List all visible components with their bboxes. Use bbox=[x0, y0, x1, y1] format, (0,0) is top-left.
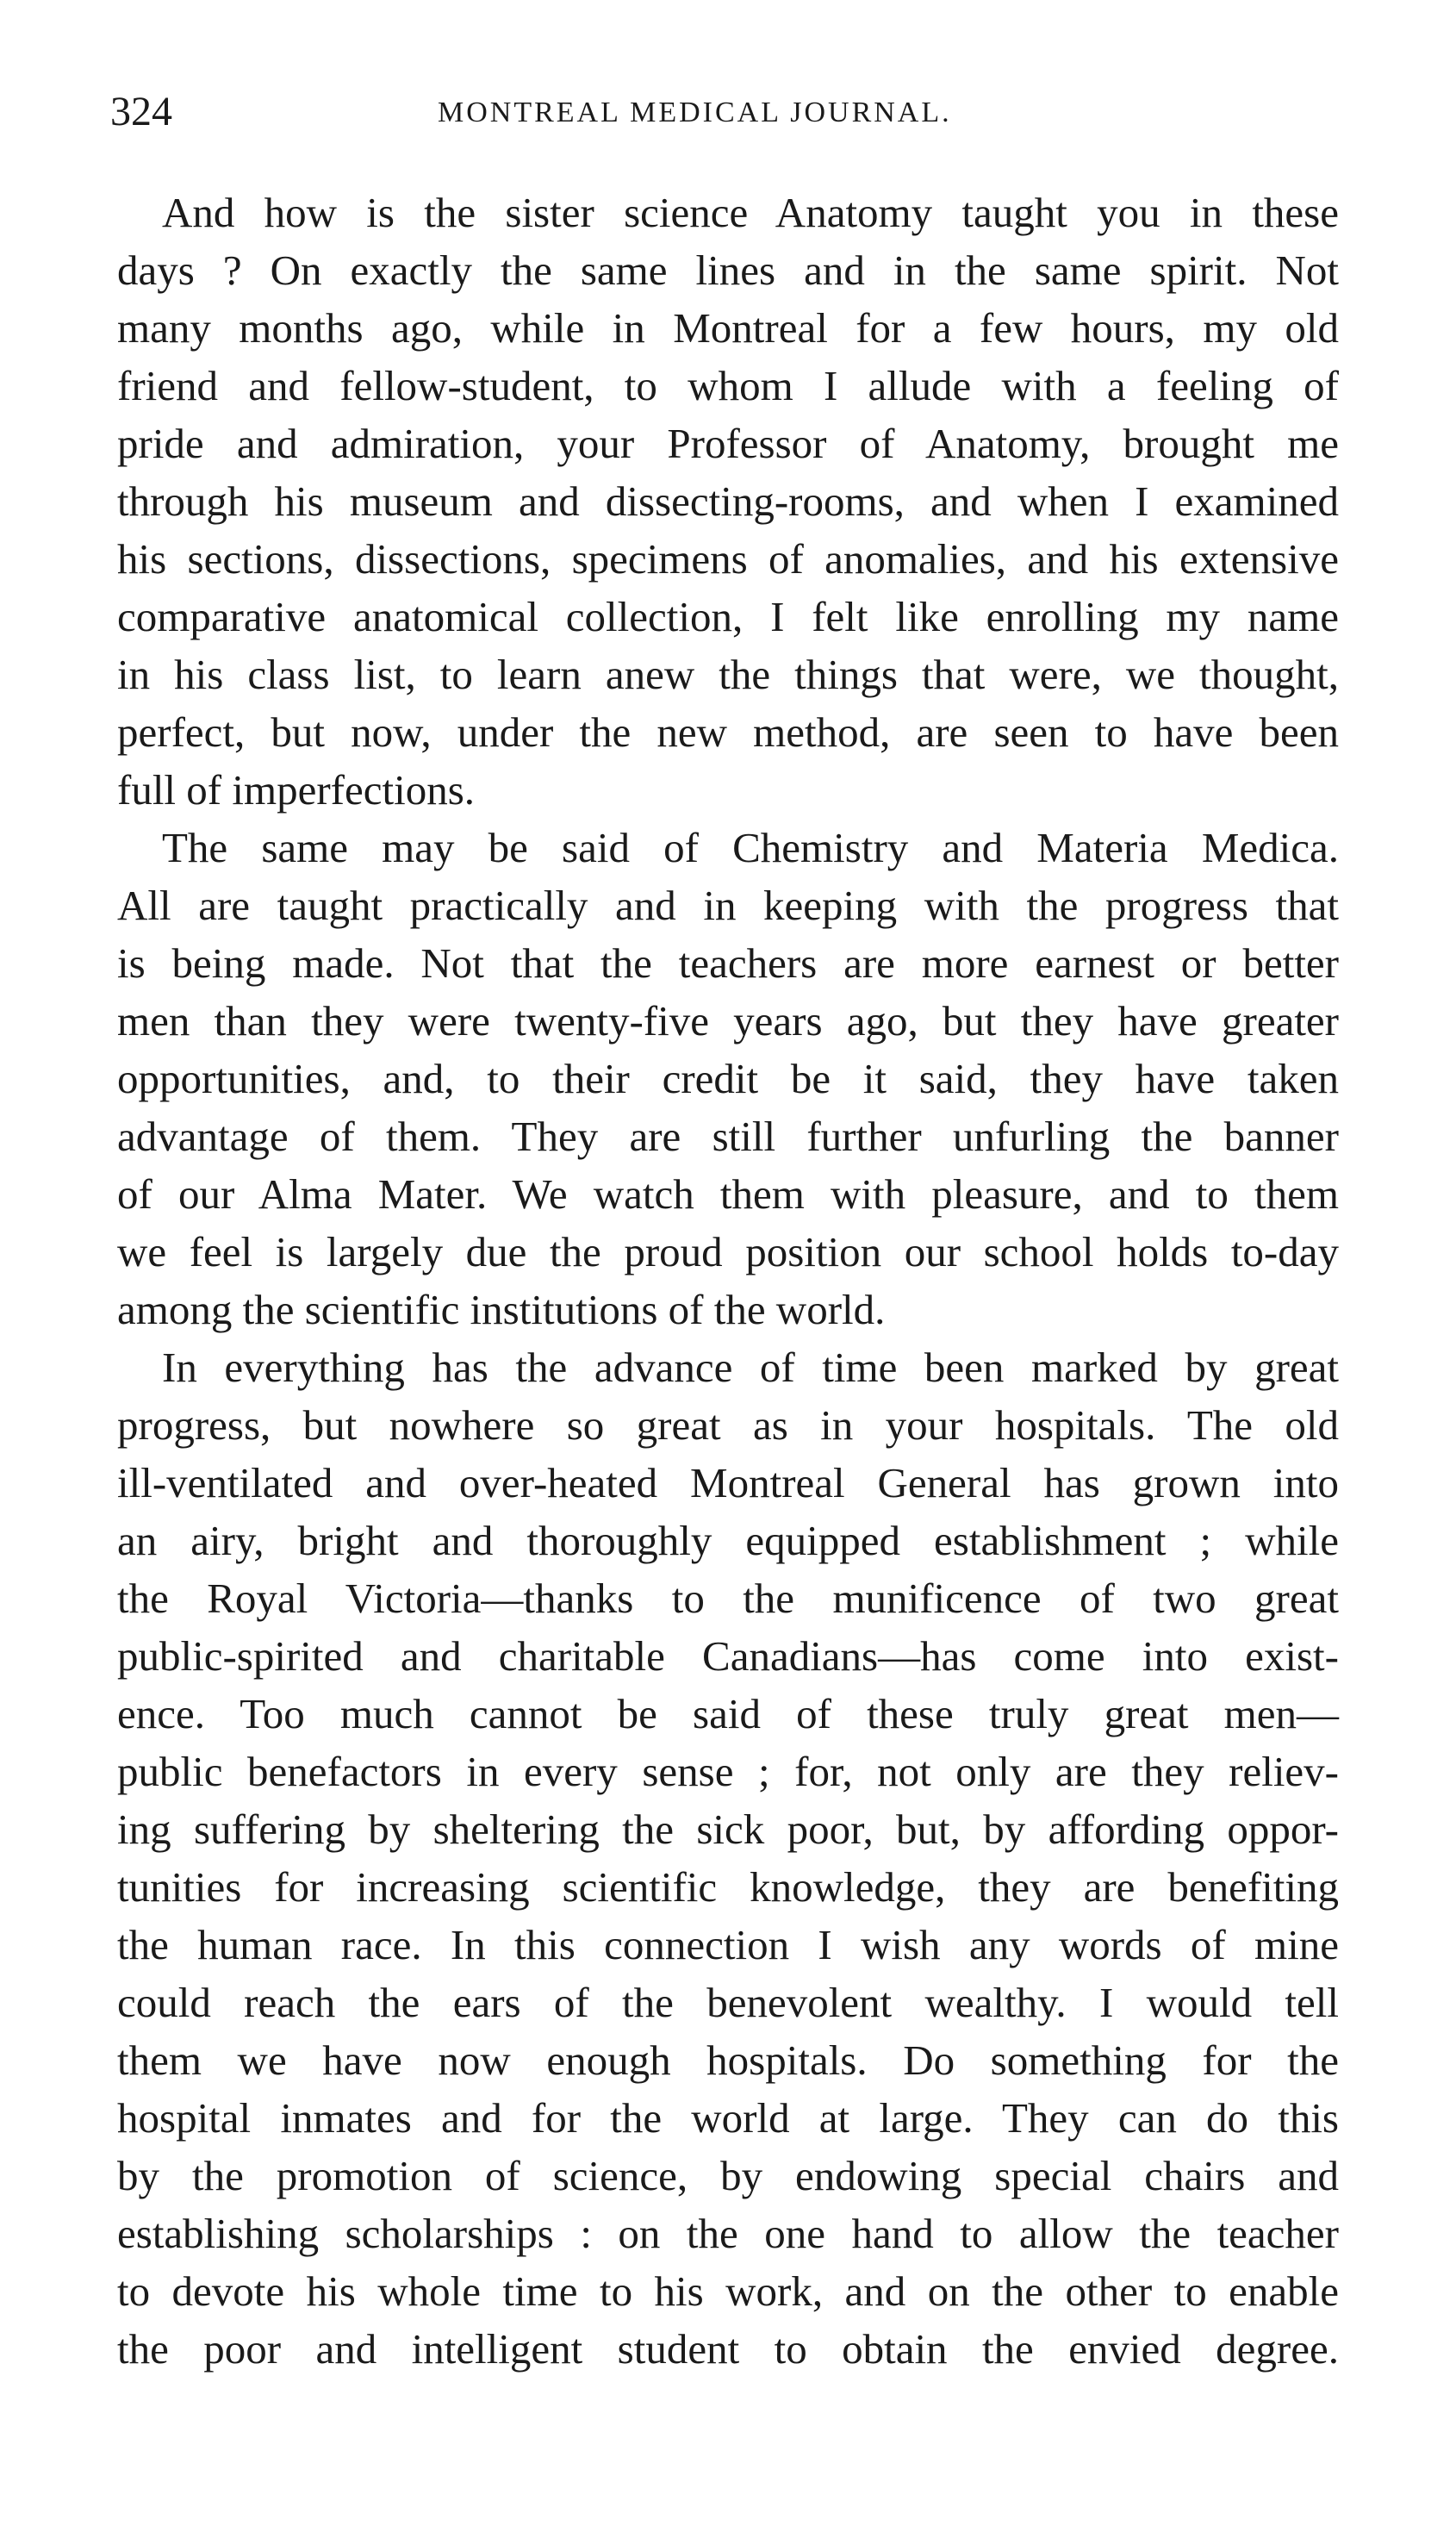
text-line: an airy, bright and thoroughly equipped establishment ; while bbox=[117, 1517, 1339, 1564]
text-line: his sections, dissections, specimens of anomalies, and his extensive bbox=[117, 535, 1339, 583]
paragraph-hospitals bbox=[117, 1338, 1339, 2378]
running-head bbox=[110, 86, 1351, 138]
text-line: could reach the ears of the benevolent wealthy. I would tell bbox=[117, 1979, 1339, 2026]
text-line: The same may be said of Chemistry and Materia Medica. bbox=[162, 824, 1339, 871]
text-line: hospital inmates and for the world at large. They can do this bbox=[117, 2094, 1339, 2142]
text-line: through his museum and dissecting-rooms, and when I examined bbox=[117, 477, 1339, 525]
text-line: friend and fellow-student, to whom I allude with a feeling of bbox=[117, 362, 1339, 409]
text-line: many months ago, while in Montreal for a few hours, my old bbox=[117, 304, 1339, 352]
text-line: we feel is largely due the proud position our school holds to-day bbox=[117, 1228, 1339, 1275]
text-line: ill-ventilated and over-heated Montreal General has grown into bbox=[117, 1459, 1339, 1506]
text-line: establishing scholarships : on the one hand to allow the teacher bbox=[117, 2210, 1339, 2257]
text-line: comparative anatomical collection, I felt like enrolling my name bbox=[117, 593, 1339, 640]
text-line: All are taught practically and in keeping with the progress that bbox=[117, 882, 1339, 929]
paragraph-anatomy bbox=[117, 184, 1339, 819]
text-line: advantage of them. They are still further unfurling the banner bbox=[117, 1113, 1339, 1160]
text-line: In everything has the advance of time been marked by great bbox=[162, 1344, 1339, 1391]
text-line: opportunities, and, to their credit be it said, they have taken bbox=[117, 1055, 1339, 1102]
text-line: them we have now enough hospitals. Do something for the bbox=[117, 2036, 1339, 2084]
text-line: the human race. In this connection I wish any words of mine bbox=[117, 1921, 1339, 1968]
text-line: full of imperfections. bbox=[117, 766, 476, 814]
text-line: progress, but nowhere so great as in your hospitals. The old bbox=[117, 1401, 1339, 1449]
text-line: pride and admiration, your Professor of Anatomy, brought me bbox=[117, 420, 1339, 467]
text-line: ence. Too much cannot be said of these truly great men— bbox=[117, 1690, 1339, 1737]
text-line: the Royal Victoria—thanks to the munificence of two great bbox=[117, 1575, 1339, 1622]
text-line: And how is the sister science Anatomy taught you in these bbox=[162, 189, 1339, 236]
text-line: to devote his whole time to his work, and on the other to enable bbox=[117, 2267, 1339, 2315]
article-body bbox=[117, 184, 1339, 2378]
text-line: tunities for increasing scientific knowledge, they are benefiting bbox=[117, 1863, 1339, 1911]
text-line: men than they were twenty-five years ago, but they have greater bbox=[117, 997, 1339, 1045]
text-line: of our Alma Mater. We watch them with pleasure, and to them bbox=[117, 1170, 1339, 1218]
text-line: among the scientific institutions of the world. bbox=[117, 1286, 886, 1333]
text-line: the poor and intelligent student to obtain the envied degree. bbox=[117, 2325, 1339, 2373]
text-line: ing suffering by sheltering the sick poor, but, by affording oppor- bbox=[117, 1805, 1339, 1853]
page-number: 324 bbox=[110, 89, 172, 134]
text-line: by the promotion of science, by endowing special chairs and bbox=[117, 2152, 1339, 2199]
text-line: public benefactors in every sense ; for, not only are they reliev- bbox=[117, 1748, 1339, 1795]
journal-title: MONTREAL MEDICAL JOURNAL. bbox=[438, 97, 952, 128]
text-line: perfect, but now, under the new method, are seen to have been bbox=[117, 708, 1339, 756]
text-line: is being made. Not that the teachers are more earnest or better bbox=[117, 939, 1339, 987]
text-line: in his class list, to learn anew the things that were, we thought, bbox=[117, 651, 1339, 698]
text-line: days ? On exactly the same lines and in the same spirit. Not bbox=[117, 246, 1339, 294]
text-line: public-spirited and charitable Canadians—has come into exist- bbox=[117, 1632, 1339, 1680]
paragraph-chemistry bbox=[117, 819, 1339, 1338]
